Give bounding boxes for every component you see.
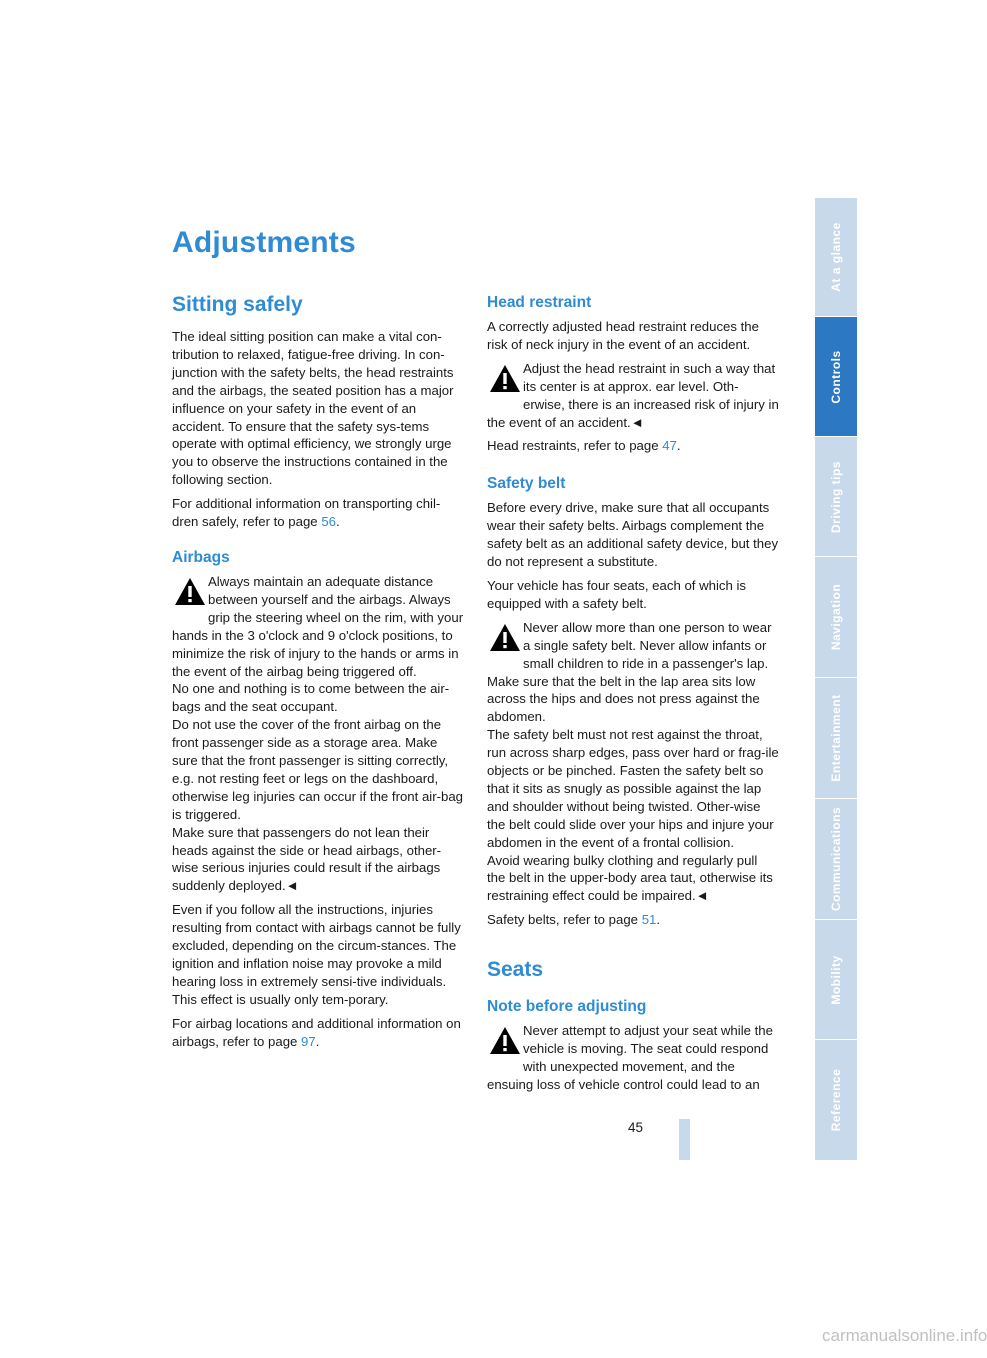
airbags-warning-text-4: Make sure that passengers do not lean their heads against the side or head airbags, other-wise serious injuries could result if the airbags suddenly deployed.◄ — [172, 824, 442, 894]
head-restraint-warning — [487, 360, 779, 432]
page-number: 45 — [628, 1120, 644, 1135]
seat-adjust-warning-text: Never attempt to adjust your seat while the vehicle is moving. The seat could respond with unexpected movement, and the ensuing loss of vehicle control could lead to an — [487, 1023, 773, 1092]
warning-icon — [487, 362, 523, 396]
section-title-sitting-safely: Sitting safely — [172, 293, 303, 316]
sidebar-tab-mobility[interactable]: Mobility — [815, 920, 857, 1040]
sidebar-tab-reference[interactable]: Reference — [815, 1040, 857, 1161]
section-title-seats: Seats — [487, 958, 544, 982]
airbags-warning-text-2: No one and nothing is to come between the air-bags and the seat occupant. — [172, 681, 450, 715]
right-column — [487, 293, 779, 1100]
airbags-paragraph: Even if you follow all the instructions, injuries resulting from contact with airbags cannot be fully excluded, depending on the circum-stances. The ignition and inflation noise may provoke a mild hearing loss in extremely sensi-tive individuals. This effect is usually only tem-porary. — [172, 902, 461, 1007]
head-restraint-warning-text: Adjust the head restraint in such a way that its center is at approx. ear level. Oth-erwise, there is an increased risk of injury in the event of an accident.◄ — [487, 360, 779, 430]
subsection-title-airbags: Airbags — [172, 548, 230, 566]
warning-icon — [487, 1024, 523, 1058]
subsection-title-head-restraint: Head restraint — [487, 294, 592, 311]
sidebar-tab-controls[interactable]: Controls — [815, 317, 857, 437]
left-column — [172, 292, 464, 1057]
safety-belt-warning-text-3: Avoid wearing bulky clothing and regularly pull the belt in the upper-body area taut, otherwise its restraining effect could be impaired.◄ — [487, 852, 773, 904]
airbags-reference: For airbag locations and additional information on airbags, refer to page 97. — [172, 1015, 461, 1049]
safety-belt-warning — [487, 619, 779, 906]
head-restraint-reference: Head restraints, refer to page 47. — [487, 438, 681, 454]
warning-icon — [172, 575, 208, 609]
subsection-title-safety-belt: Safety belt — [487, 475, 566, 493]
page-number-bar — [679, 1119, 690, 1160]
safety-belt-reference: Safety belts, refer to page 51. — [487, 912, 661, 928]
airbags-warning — [172, 573, 464, 895]
page-link-51[interactable]: 51 — [641, 912, 657, 928]
sidebar-tab-driving-tips[interactable]: Driving tips — [815, 437, 857, 557]
page-title: Adjustments — [172, 226, 356, 259]
sidebar-tab-communications[interactable]: Communications — [815, 799, 857, 920]
safety-belt-warning-lead: Never allow more than one person to wear a single safety belt. Never allow infants or small children to ride in a passenger's lap. Make sure that the belt in the lap area sits low across the hips and does not press against the abdomen. — [487, 619, 772, 725]
page-link-97[interactable]: 97 — [301, 1033, 316, 1049]
page-link-56[interactable]: 56 — [321, 514, 336, 530]
seat-adjust-warning — [487, 1022, 779, 1094]
chapter-sidebar — [815, 198, 857, 1160]
subsection-title-note-before-adjusting: Note before adjusting — [487, 998, 647, 1016]
head-restraint-paragraph: A correctly adjusted head restraint reduces the risk of neck injury in the event of an accident. — [487, 319, 759, 352]
airbags-warning-lead: Always maintain an adequate distance between yourself and the airbags. Always grip the steering wheel on the rim, with your hands in the 3 o'clock and 9 o'clock positions, to minimize the risk of injury to the hands or arms in the event of the airbag being triggered off. — [172, 573, 464, 679]
warning-icon — [487, 621, 523, 655]
children-reference: For additional information on transporting chil-dren safely, refer to page 56. — [172, 496, 441, 530]
sidebar-tab-navigation[interactable]: Navigation — [815, 557, 857, 678]
page-link-47[interactable]: 47 — [662, 438, 677, 454]
safety-belt-warning-text-2: The safety belt must not rest against the throat, run across sharp edges, pass over hard or frag-ile objects or be pinched. Fasten the safety belt so that it sits as snugly as possible against the lap and shoulder without being twisted. Other-wise the belt could slide over your hips and injure your abdomen in the event of a frontal collision. — [487, 727, 779, 850]
airbags-warning-text-3: Do not use the cover of the front airbag on the front passenger side as a storage area. Make sure that the front passenger is sitting correctly, e.g. not resting feet or legs on the dashboard, otherwise leg injuries can occur if the front air-bag is triggered. — [172, 717, 464, 822]
sidebar-tab-entertainment[interactable]: Entertainment — [815, 678, 857, 799]
safety-belt-paragraph-1: Before every drive, make sure that all occupants wear their safety belts. Airbags complement the safety belt as an additional safety device, but they do not represent a substitute. — [487, 500, 779, 570]
watermark: carmanualsonline.info — [822, 1326, 987, 1345]
intro-paragraph: The ideal sitting position can make a vital con-tribution to relaxed, fatigue-free driving. In con-junction with the safety belts, the head restraints and the airbags, the seated position has a major influence on your safety in the event of an accident. To ensure that the safety sys-tems operate with optimal efficiency, we strongly urge you to observe the instructions contained in the following section. — [172, 329, 454, 488]
safety-belt-paragraph-2: Your vehicle has four seats, each of which is equipped with a safety belt. — [487, 577, 747, 611]
sidebar-tab-at-a-glance[interactable]: At a glance — [815, 198, 857, 317]
